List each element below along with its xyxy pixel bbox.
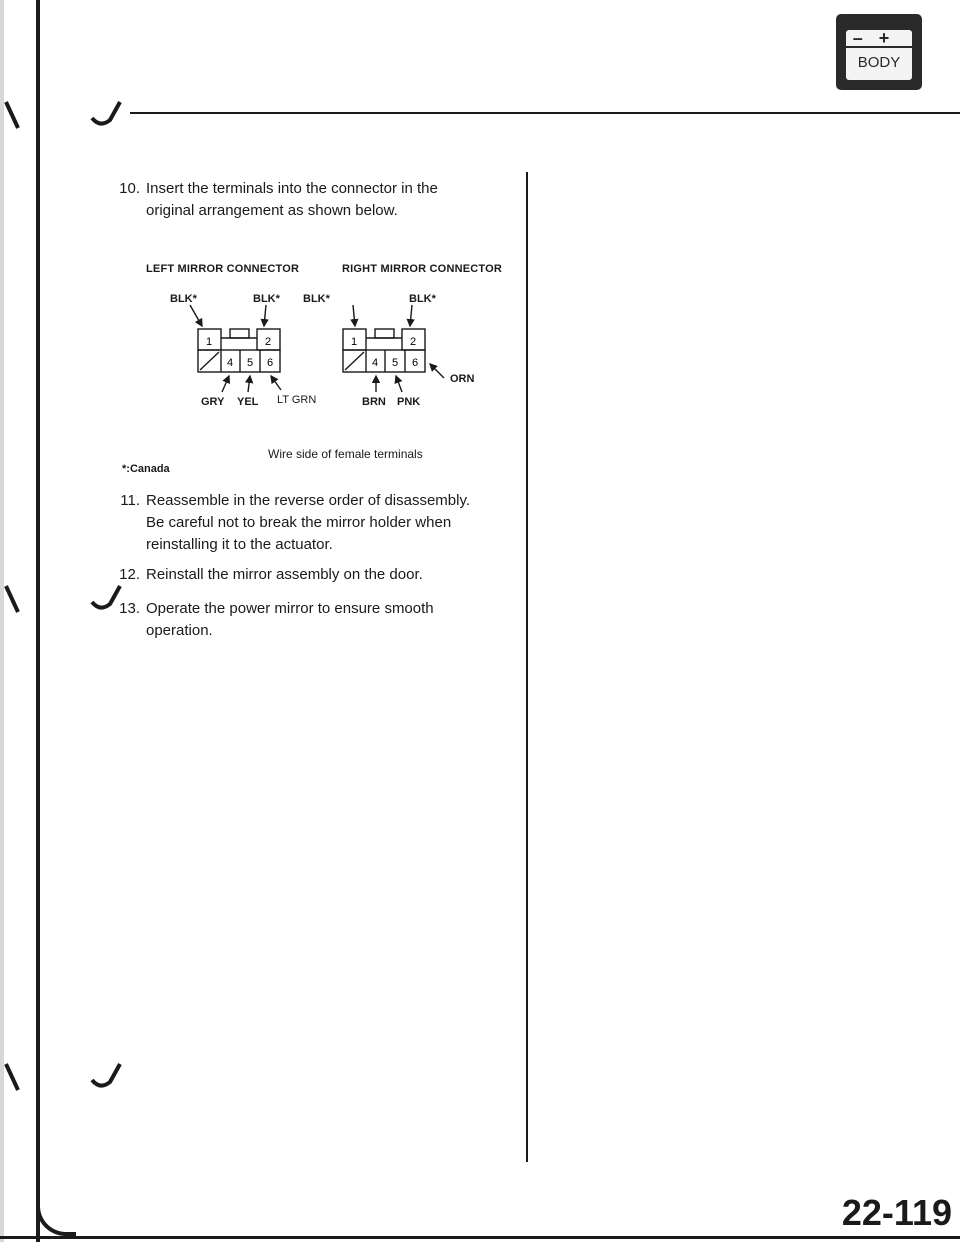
terminal-number: 1 [205, 336, 213, 348]
binding-curve [36, 1170, 76, 1236]
terminal-number: 1 [350, 336, 358, 348]
connector-diagram [140, 286, 520, 436]
step-number: 11. [120, 492, 140, 509]
wire-label: GRY [201, 396, 225, 408]
minus-sign: – [852, 28, 879, 48]
step-number: 12. [119, 566, 140, 583]
step-line: Be careful not to break the mirror holder when [146, 514, 452, 531]
right-connector-heading: RIGHT MIRROR CONNECTOR [342, 263, 503, 275]
wire-label: BLK* [170, 293, 197, 305]
terminal-number: 5 [246, 357, 254, 369]
right-connector [343, 305, 444, 392]
binding-line [36, 0, 40, 1242]
check-mark-icon [90, 1062, 124, 1092]
plus-sign: + [878, 28, 906, 48]
tab-marker-icon [4, 100, 38, 130]
step-line: Operate the power mirror to ensure smooth [146, 600, 434, 617]
left-connector [190, 305, 281, 392]
step-line: original arrangement as shown below. [146, 202, 398, 219]
battery-icon [846, 30, 912, 80]
wire-label: PNK [397, 396, 421, 408]
terminal-number: 6 [411, 357, 419, 369]
footnote: *:Canada [122, 463, 170, 475]
terminal-number: 4 [371, 357, 379, 369]
footer-rule [0, 1236, 960, 1239]
step-line: Reassemble in the reverse order of disassembly. [146, 492, 471, 509]
terminal-number: 5 [391, 357, 399, 369]
badge-label: BODY [857, 54, 901, 71]
step-number: 10. [119, 180, 140, 197]
wire-label: BLK* [253, 293, 280, 305]
header-rule [130, 112, 960, 114]
wire-label: ORN [450, 373, 475, 385]
step-line: reinstalling it to the actuator. [146, 536, 333, 553]
wire-label: LT GRN [277, 394, 317, 406]
step-number: 13. [119, 600, 140, 617]
wire-label: BLK* [409, 293, 436, 305]
tab-marker-icon [4, 584, 38, 614]
page-number: 22-119 [841, 1192, 952, 1233]
wire-label: YEL [237, 396, 259, 408]
wire-label: BRN [362, 396, 386, 408]
step-line: operation. [146, 622, 213, 639]
terminal-number: 2 [264, 336, 272, 348]
terminal-number: 6 [266, 357, 274, 369]
terminal-number: 2 [409, 336, 417, 348]
column-divider [526, 172, 528, 1162]
terminal-number: 4 [226, 357, 234, 369]
left-connector-heading: LEFT MIRROR CONNECTOR [146, 263, 300, 275]
page-edge [0, 0, 4, 1242]
tab-marker-icon [4, 1062, 38, 1092]
step-line: Reinstall the mirror assembly on the door. [146, 566, 423, 583]
wire-label: BLK* [303, 293, 330, 305]
check-mark-icon [90, 100, 124, 130]
step-line: Insert the terminals into the connector in the [146, 180, 438, 197]
body-section-badge [836, 14, 922, 90]
diagram-caption: Wire side of female terminals [268, 447, 423, 461]
